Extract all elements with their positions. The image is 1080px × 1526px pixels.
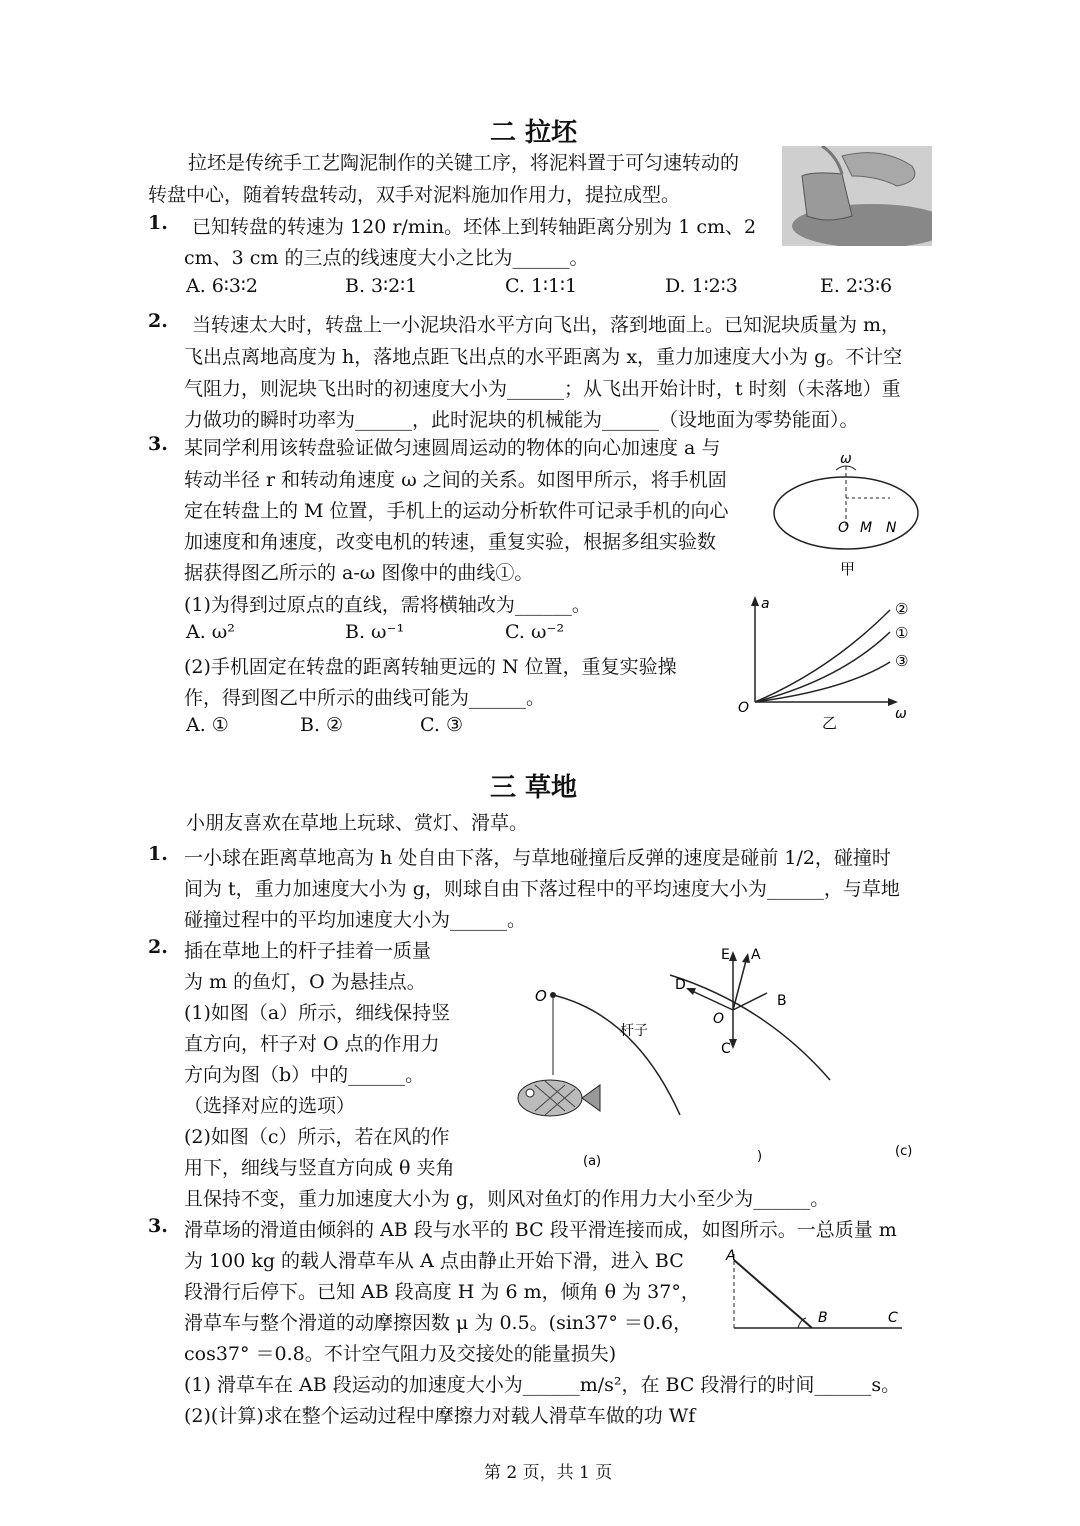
s2-q2-line1: 当转速太大时，转盘上一小泥块沿水平方向飞出，落到地面上。已知泥块质量为 m， [192,314,901,336]
pottery-wheel-photo [782,146,932,246]
s3-q3-line3: 段滑行后停下。已知 AB 段高度 H 为 6 m，倾角 θ 为 37°， [184,1281,700,1303]
origin-label: O [738,700,750,716]
s2-q3-line3: 定在转盘上的 M 位置，手机上的运动分析软件可记录手机的向心 [184,500,729,522]
s2-q1-line2: cm、3 cm 的三点的线速度大小之比为______。 [184,247,589,269]
fig-c-caption: (c) [895,1144,913,1159]
arrow-a-head [742,953,750,963]
label-e: E [721,947,730,963]
label-o: O [838,520,850,536]
section2-title: 二 拉坯 [490,118,578,148]
s3-q3-number: 3. [148,1215,168,1237]
s2-q2-line4: 力做功的瞬时功率为______，此时泥块的机械能为______（设地面为零势能面）。 [184,409,859,431]
s3-q3-line4: 滑草车与整个滑道的动摩擦因数 μ 为 0.5。(sin37° ＝0.6， [184,1312,693,1334]
fig-a-o-label: O [535,987,547,1005]
figure-yi-caption: 乙 [822,714,838,732]
s3-q1-number: 1. [148,843,168,865]
x-label: ω [895,706,907,722]
s2-q3-line2: 转动半径 r 和转动角速度 ω 之间的关系。如图甲所示，将手机固 [184,469,727,491]
s2-q2-line2: 飞出点离地高度为 h，落地点距飞出点的水平距离为 x，重力加速度大小为 g。不计空 [184,346,903,368]
arrow-b [733,993,767,1010]
s2-q3-sub2-line2: 作，得到图乙中所示的曲线可能为______。 [184,687,546,709]
s2-q3-sub2-option-c: C. ③ [420,714,463,736]
section2-intro-line2: 转盘中心，随着转盘转动，双手对泥料施加作用力，提拉成型。 [148,184,681,206]
s2-q1-line1: 已知转盘的转速为 120 r/min。坯体上到转轴距离分别为 1 cm、2 [192,216,757,238]
s3-q3-sub2: (2)(计算)求在整个运动过程中摩擦力对载人滑草车做的功 Wf [184,1405,696,1427]
s3-q3-line5: cos37° ＝0.8。不计空气阻力及交接处的能量损失) [184,1343,617,1365]
s2-q1-option-e: E. 2∶3∶6 [820,275,893,297]
curve-1 [755,632,890,702]
label-c-slope: C [888,1310,898,1326]
s3-q2-line5: 方向为图（b）中的______。 [184,1064,425,1086]
s3-q2-line9: 且保持不变，重力加速度大小为 g，则风对鱼灯的作用力大小至少为______。 [184,1188,830,1210]
label-d: D [675,977,686,993]
pole-label: 杆子 [620,1023,648,1039]
s3-q1-line2: 间为 t，重力加速度大小为 g，则球自由下落过程中的平均速度大小为______，与草地 [184,878,900,900]
slope-ab [734,1260,812,1328]
s3-q2-line2: 为 m 的鱼灯，O 为悬挂点。 [184,971,426,993]
label-o-b: O [713,1011,725,1027]
arrow-a [733,957,747,1010]
figure-jia-caption: 甲 [840,560,856,578]
s2-q3-sub1-option-b: B. ω⁻¹ [345,621,405,643]
s3-q1-line3: 碰撞过程中的平均加速度大小为______。 [184,909,527,931]
s2-q3-line5: 据获得图乙所示的 a-ω 图像中的曲线①。 [184,562,534,584]
page-footer: 第 2 页，共 1 页 [484,1463,613,1483]
s2-q2-line3: 气阻力，则泥块飞出时的初速度大小为______；从飞出开始计时，t 时刻（未落地）重 [184,378,901,400]
s3-q1-line1: 一小球在距离草地高为 h 处自由下落，与草地碰撞后反弹的速度是碰前 1/2，碰撞时 [184,847,891,869]
figure-a [518,987,680,1169]
s2-q3-sub2-option-b: B. ② [300,714,344,736]
s3-q2-number: 2. [148,936,168,958]
figure-yi [730,590,920,735]
s2-q3-sub2-line1: (2)手机固定在转盘的距离转轴更远的 N 位置，重复实验操 [184,656,677,678]
label-m: M [860,520,873,536]
s2-q3-sub1-option-c: C. ω⁻² [505,621,565,643]
s3-q3-sub1: (1) 滑草车在 AB 段运动的加速度大小为______m/s²，在 BC 段滑行的时间______s。 [184,1374,901,1396]
label-a: A [751,947,761,963]
s3-q2-line7: (2)如图（c）所示，若在风的作 [184,1126,450,1148]
label-b: B [777,993,787,1009]
label-n: N [886,520,897,536]
s2-q3-line1: 某同学利用该转盘验证做匀速圆周运动的物体的向心加速度 a 与 [184,437,721,459]
s3-q2-line3: (1)如图（a）所示，细线保持竖 [184,1002,451,1024]
s2-q2-number: 2. [148,310,168,332]
figure-abc [505,935,935,1175]
section3-title: 三 草地 [490,773,578,803]
fig-a-caption: (a) [583,1154,602,1169]
s2-q3-sub1: (1)为得到过原点的直线，需将横轴改为______。 [184,594,591,616]
section2-intro-line1: 拉坯是传统手工艺陶泥制作的关键工序，将泥料置于可匀速转动的 [188,152,740,174]
s2-q1-option-c: C. 1∶1∶1 [505,275,578,297]
s2-q1-option-d: D. 1∶2∶3 [665,275,738,297]
arrow-d-head [686,988,696,995]
curve-3-label: ③ [895,652,909,670]
s2-q1-option-a: A. 6∶3∶2 [186,275,258,297]
s3-q2-line6: （选择对应的选项） [184,1095,356,1117]
arrow-d [690,990,733,1010]
figure-jia [770,448,930,578]
curve-2 [755,610,890,702]
x-axis-arrow [888,698,898,706]
s3-q2-line4: 直方向，杆子对 O 点的作用力 [184,1033,440,1055]
y-label: a [761,596,770,612]
section3-intro: 小朋友喜欢在草地上玩球、赏灯、滑草。 [186,812,529,834]
s3-q3-line2: 为 100 kg 的载人滑草车从 A 点由静止开始下滑，进入 BC [184,1250,684,1272]
slope-figure [722,1248,912,1340]
s2-q3-line4: 加速度和角速度，改变电机的转速，重复实验，根据多组实验数 [184,531,717,553]
s3-q3-line1: 滑草场的滑道由倾斜的 AB 段与水平的 BC 段平滑连接而成，如图所示。一总质量 m [184,1219,897,1241]
y-axis-arrow [751,596,759,606]
s2-q1-number: 1. [148,212,168,234]
omega-label: ω [840,451,852,467]
s2-q3-number: 3. [148,433,168,455]
s2-q3-sub1-option-a: A. ω² [186,621,235,643]
s3-q2-line1: 插在草地上的杆子挂着一质量 [184,940,432,962]
s2-q1-option-b: B. 3∶2∶1 [345,275,418,297]
label-b-slope: B [818,1310,828,1326]
fish-lantern [518,1080,600,1116]
figure-b [670,947,830,1164]
label-a-slope: A [726,1248,736,1264]
curve-2-label: ② [895,600,909,618]
curve-1-label: ① [895,624,909,642]
label-c: C [721,1041,731,1057]
arrow-e-head [729,951,737,961]
s3-q2-line8: 用下，细线与竖直方向成 θ 夹角 [184,1157,455,1179]
fig-b-caption: ) [757,1149,763,1164]
s2-q3-sub2-option-a: A. ① [186,714,229,736]
